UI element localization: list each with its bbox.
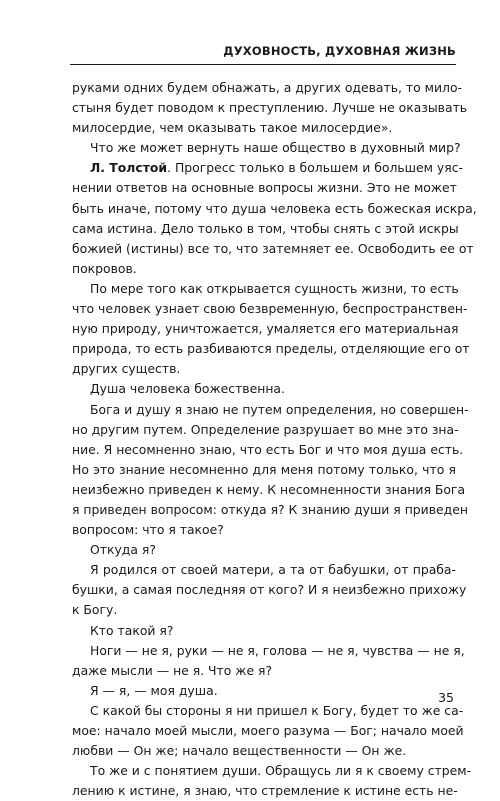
text-line: Что же может вернуть наше общество в духовный мир? xyxy=(90,140,461,156)
running-head: ДУХОВНОСТЬ, ДУХОВНАЯ ЖИЗНЬ xyxy=(223,44,456,58)
text-line: нении ответов на основные вопросы жизни. Это не может xyxy=(72,180,457,196)
text-line: Я — я, — моя душа. xyxy=(90,682,218,698)
text-line: милосердие, чем оказывать такое милосердие». xyxy=(72,120,393,136)
text-line: ние. Я несомненно знаю, что есть Бог и что моя душа есть. xyxy=(72,441,464,457)
speaker-text: Прогресс только в большем и большем уяс- xyxy=(174,160,464,176)
text-line: любви — Он же; начало вещественности — Он же. xyxy=(72,743,407,759)
body-text xyxy=(72,78,477,801)
text-line: даже мысли — не я. Что же я? xyxy=(72,662,273,678)
text-line: Но это знание несомненно для меня потому только, что я xyxy=(72,461,456,477)
text-line: С какой бы стороны я ни пришел к Богу, будет то же са- xyxy=(90,702,464,718)
text-line: ную природу, уничтожается, умаляется его материальная xyxy=(72,321,459,337)
text-line: Кто такой я? xyxy=(90,622,174,638)
text-line: сама истина. Дело только в том, чтобы снять с этой искры xyxy=(72,220,459,236)
text-line: бушки, а самая последняя от кого? И я неизбежно прихожу xyxy=(72,582,467,598)
text-line-with-speaker: Л. Толстой. Прогресс только в большем и большем уяс- xyxy=(90,160,464,176)
text-line: покровов. xyxy=(72,260,137,276)
text-line: Душа человека божественна. xyxy=(90,381,285,397)
header-rule xyxy=(70,64,456,65)
text-line: вопросом: что я такое? xyxy=(72,522,224,538)
text-line: По мере того как открывается сущность жизни, то есть xyxy=(90,280,459,296)
text-line: я приведен вопросом: откуда я? К знанию души я приведен xyxy=(72,501,468,517)
text-line: руками одних будем обнажать, а других одевать, то мило- xyxy=(72,80,463,95)
text-line: стыня будет поводом к преступлению. Лучше не оказывать xyxy=(72,100,468,116)
text-line: лению к истине, я знаю, что стремление к истине есть не- xyxy=(72,783,458,799)
speaker-name: Л. Толстой xyxy=(90,160,168,176)
text-line: Бога и душу я знаю не путем определения, но совершен- xyxy=(90,401,469,417)
text-line: быть иначе, потому что душа человека есть божеская искра, xyxy=(72,200,477,216)
text-line: других существ. xyxy=(72,361,181,377)
text-line: мое: начало моей мысли, моего разума — Бог; начало моей xyxy=(72,723,464,738)
text-line: природа, то есть разбиваются пределы, отделяющие его от xyxy=(72,341,470,357)
page-number: 35 xyxy=(438,690,454,705)
text-line: к Богу. xyxy=(72,602,118,618)
text-line: То же и с понятием души. Обращусь ли я к своему стрем- xyxy=(90,763,472,779)
text-line: что человек узнает свою безвременную, беспространствен- xyxy=(72,301,468,317)
text-line: Ноги — не я, руки — не я, голова — не я, чувства — не я, xyxy=(90,642,465,658)
text-line: Я родился от своей матери, а та от бабушки, от праба- xyxy=(90,562,456,578)
text-line: Откуда я? xyxy=(90,542,156,558)
text-line: неизбежно приведен к нему. К несомненности знания Бога xyxy=(72,481,466,497)
text-line: но другим путем. Определение разрушает во мне это зна- xyxy=(72,421,459,437)
text-line: божией (истины) все то, что затемняет ее. Освободить ее от xyxy=(72,240,474,256)
